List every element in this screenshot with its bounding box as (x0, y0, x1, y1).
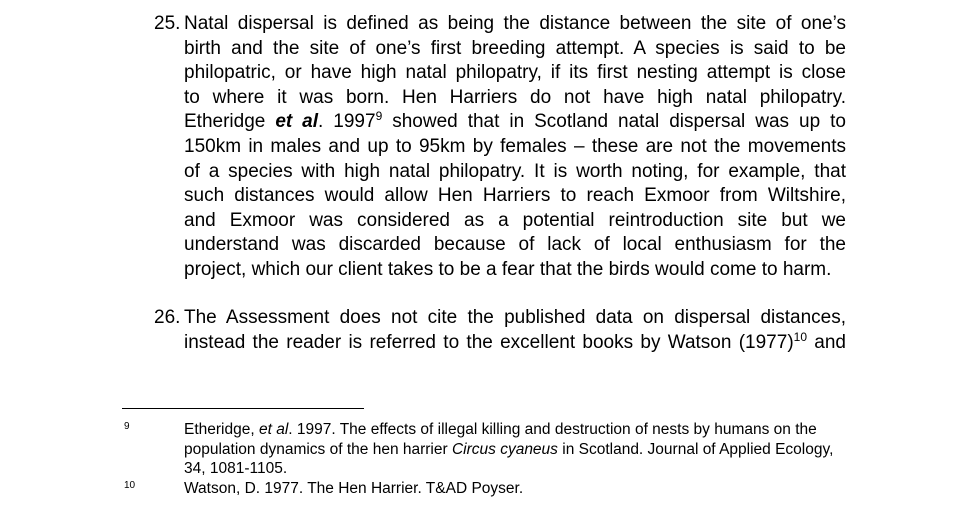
text-run: Etheridge, (184, 421, 259, 438)
text-line: birth and the site of one’s first breeding attempt. A species is said to be (184, 37, 846, 59)
text-run: instead the reader is referred to the excellent books by Watson (1977) (184, 331, 794, 353)
text-line: The Assessment does not cite the published data on dispersal distances, (184, 307, 846, 328)
footnote-10 (124, 479, 852, 499)
paragraph-body (184, 306, 846, 355)
footnote-ref-9[interactable]: 9 (375, 109, 383, 124)
text-line: project, which our client takes to be a fear that the birds would come to harm. (184, 258, 832, 280)
text-line: and Exmoor was considered as a potential reintroduction site but we (184, 209, 846, 231)
text-run: showed that in Scotland natal dispersal was up to (382, 111, 846, 133)
text-line (184, 331, 846, 356)
text-line: 150km in males and up to 95km by females – these are not the movements (184, 135, 846, 157)
text-line (184, 110, 846, 135)
paragraph-26 (154, 306, 846, 355)
emphasis-et-al: et al (275, 111, 319, 133)
text-line: understand was discarded because of lack of local enthusiasm for the (184, 234, 846, 256)
footnote-9 (124, 420, 852, 479)
text-line: such distances would allow Hen Harriers to reach Exmoor from Wiltshire, (184, 185, 846, 207)
footnote-ref-10[interactable]: 10 (793, 329, 808, 344)
text-run: . 1997 (318, 111, 376, 133)
text-line: Natal dispersal is defined as being the distance between the site of one’s (184, 13, 846, 34)
footnote-separator (122, 408, 364, 409)
species-name: Circus cyaneus (451, 440, 558, 458)
text-line: to where it was born. Hen Harriers do not have high natal philopatry. (184, 86, 846, 108)
text-line: philopatric, or have high natal philopatry, if its first nesting attempt is close (184, 62, 846, 84)
text-run: . 1997. The effects of illegal killing and destruction of nests by humans on the population dynamics of the hen harrier (184, 421, 817, 458)
paragraph-number: 25. (154, 13, 181, 34)
text-line: of a species with high natal philopatry. It is worth noting, for example, that (184, 160, 846, 182)
footnote-mark: 9 (124, 421, 130, 432)
text-run: Etheridge (184, 111, 276, 133)
footnote-text: Watson, D. 1977. The Hen Harrier. T&AD Poyser. (184, 480, 524, 497)
footnote-mark: 10 (124, 480, 136, 491)
text-run: in Scotland. Journal of Applied Ecology, 34, 1081-1105. (184, 440, 834, 477)
text-run: and (807, 331, 847, 353)
paragraph-25 (154, 12, 846, 283)
emphasis-et-al: et al (258, 421, 289, 438)
paragraph-body (184, 12, 846, 283)
paragraph-number: 26. (154, 307, 181, 328)
